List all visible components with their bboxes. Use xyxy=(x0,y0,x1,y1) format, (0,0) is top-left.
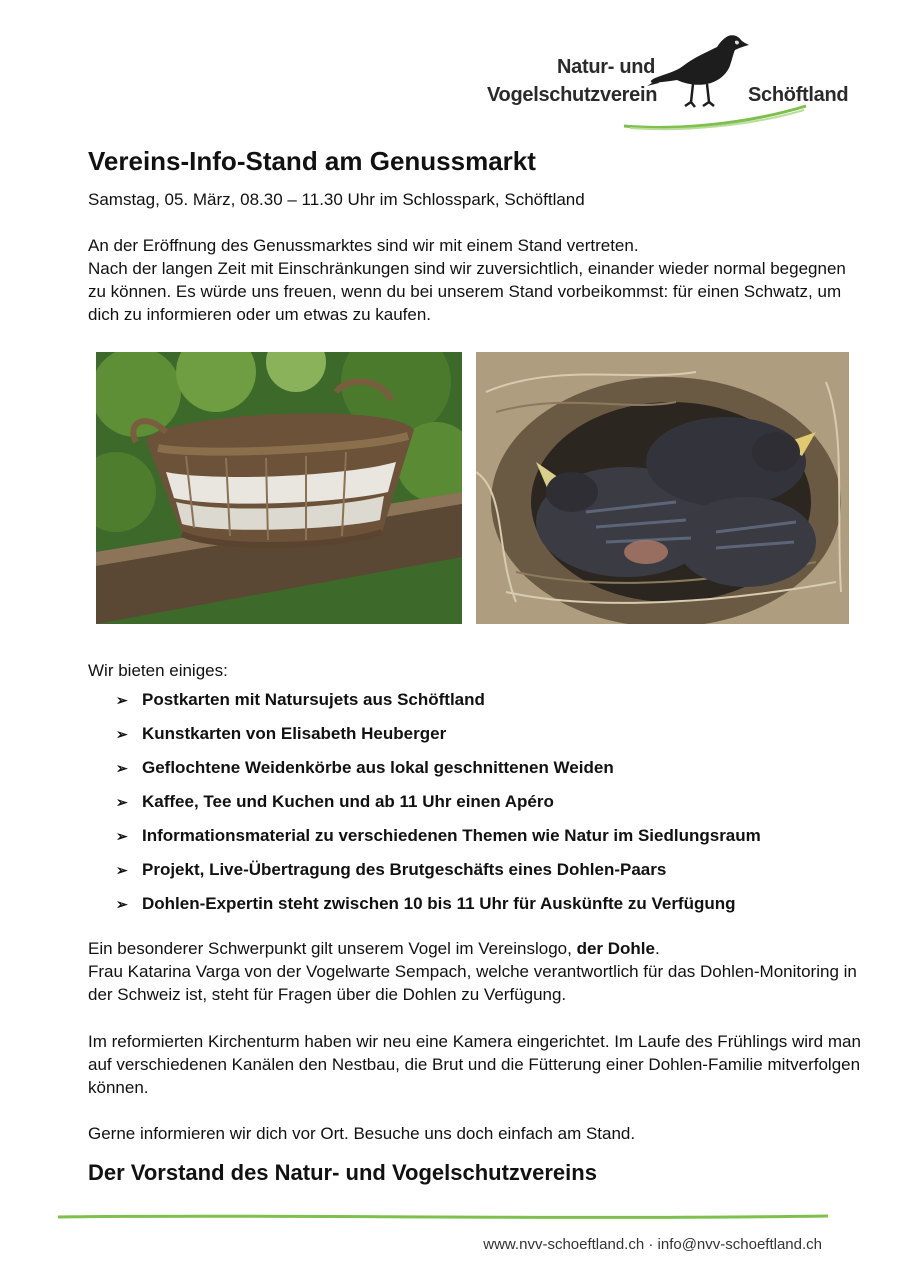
offers-heading: Wir bieten einiges: xyxy=(88,661,228,680)
willow-basket-photo xyxy=(96,352,462,624)
focus-bird: der Dohle xyxy=(576,939,655,958)
logo-swoosh xyxy=(620,100,810,132)
footer-contact xyxy=(483,1236,822,1253)
event-date-location: Samstag, 05. März, 08.30 – 11.30 Uhr im Schlosspark, Schöftland xyxy=(88,190,585,209)
logo-text-line2: Vogelschutzverein xyxy=(487,84,658,106)
intro-line1: An der Eröffnung des Genussmarktes sind wir mit einem Stand vertreten. xyxy=(88,236,639,255)
footer-divider xyxy=(58,1212,828,1222)
focus-line1 xyxy=(88,937,878,960)
arrow-bullet-icon: ➢ xyxy=(116,692,128,708)
arrow-bullet-icon: ➢ xyxy=(116,896,128,912)
camera-paragraph: Im reformierten Kirchenturm haben wir neu eine Kamera eingerichtet. Im Laufe des Frühlings wird man auf verschiedenen Kanälen den Nestbau, die Brut und die Fütterung einer Dohlen-Familie mitverfolgen können. xyxy=(88,1032,861,1097)
arrow-bullet-icon: ➢ xyxy=(116,862,128,878)
intro-paragraph xyxy=(88,234,848,326)
footer-separator: · xyxy=(648,1236,654,1253)
offer-text: Kaffee, Tee und Kuchen und ab 11 Uhr einen Apéro xyxy=(142,792,554,811)
focus-end: . xyxy=(654,939,660,958)
signature: Der Vorstand des Natur- und Vogelschutzvereins xyxy=(88,1160,597,1185)
offer-text: Postkarten mit Natursujets aus Schöftland xyxy=(142,690,485,709)
list-item xyxy=(116,723,761,757)
list-item xyxy=(116,859,761,893)
focus-paragraph xyxy=(88,937,878,1006)
club-logo xyxy=(480,28,850,133)
intro-line2: Nach der langen Zeit mit Einschränkungen sind wir zuversichtlich, einander wieder normal begegnen zu können. Es würde uns freuen, wenn du bei unserem Stand vorbeikommst: für einen Schwatz, um dich zu informieren oder um etwas zu kaufen. xyxy=(88,259,846,324)
focus-lead: Ein besonderer Schwerpunkt gilt unserem Vogel im Vereinslogo, xyxy=(88,939,577,958)
event-title: Vereins-Info-Stand am Genussmarkt xyxy=(88,146,536,176)
offers-list xyxy=(116,689,761,927)
offer-text: Geflochtene Weidenkörbe aus lokal geschnittenen Weiden xyxy=(142,758,614,777)
offer-text: Informationsmaterial zu verschiedenen Themen wie Natur im Siedlungsraum xyxy=(142,826,761,845)
focus-line2: Frau Katarina Varga von der Vogelwarte Sempach, welche verantwortlich für das Dohlen-Monitoring in der Schweiz ist, steht für Fragen über die Dohlen zu Verfügung. xyxy=(88,962,857,1004)
list-item xyxy=(116,893,761,927)
jackdaw-nest-photo xyxy=(476,352,849,624)
email-link[interactable]: info@nvv-schoeftland.ch xyxy=(657,1236,822,1253)
arrow-bullet-icon: ➢ xyxy=(116,828,128,844)
list-item xyxy=(116,757,761,791)
closing-paragraph: Gerne informieren wir dich vor Ort. Besuche uns doch einfach am Stand. xyxy=(88,1124,636,1143)
logo-text-line1: Natur- und xyxy=(557,56,656,78)
list-item xyxy=(116,689,761,723)
website-link[interactable]: www.nvv-schoeftland.ch xyxy=(483,1236,645,1253)
list-item xyxy=(116,825,761,859)
list-item xyxy=(116,791,761,825)
logo-text-place: Schöftland xyxy=(748,84,849,106)
offer-text: Kunstkarten von Elisabeth Heuberger xyxy=(142,724,447,743)
arrow-bullet-icon: ➢ xyxy=(116,760,128,776)
offer-text: Dohlen-Expertin steht zwischen 10 bis 11 Uhr für Auskünfte zu Verfügung xyxy=(142,894,736,913)
jackdaw-icon xyxy=(645,28,755,110)
arrow-bullet-icon: ➢ xyxy=(116,726,128,742)
offer-text: Projekt, Live-Übertragung des Brutgeschäfts eines Dohlen-Paars xyxy=(142,860,667,879)
arrow-bullet-icon: ➢ xyxy=(116,794,128,810)
